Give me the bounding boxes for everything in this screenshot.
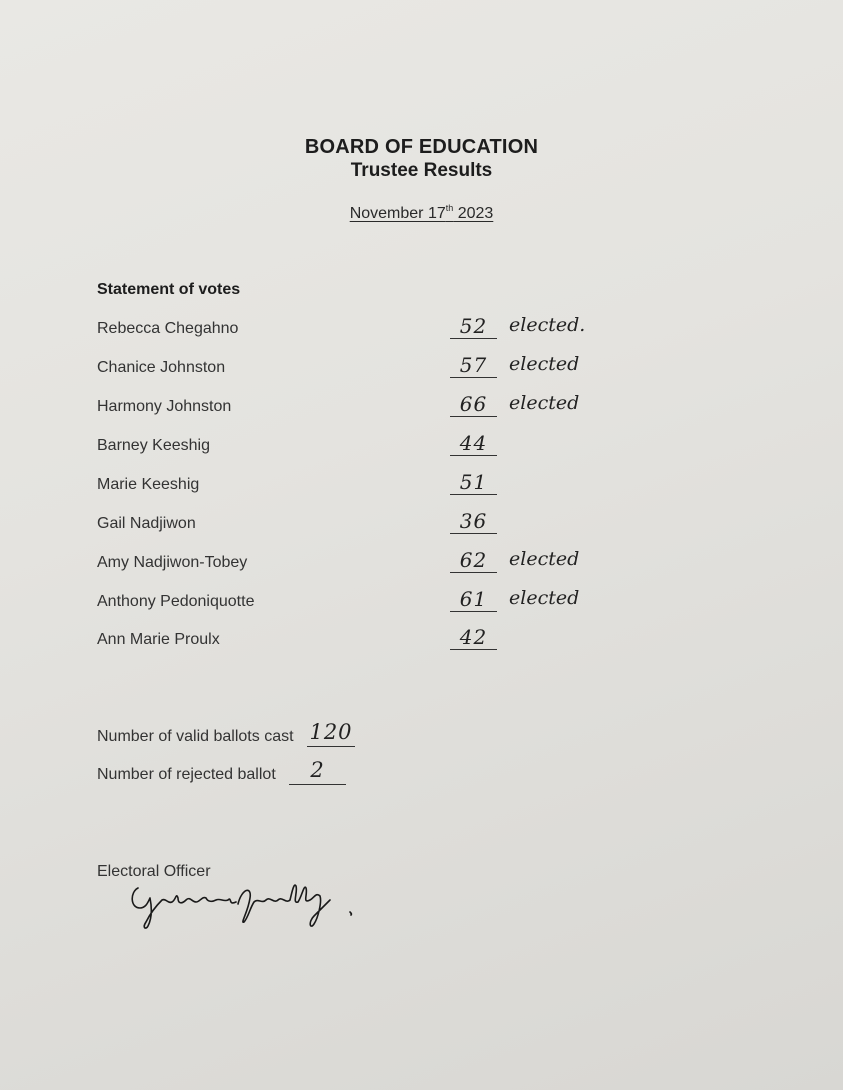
vote-line (450, 338, 497, 339)
candidate-name: Marie Keeshig (97, 476, 200, 493)
electoral-officer-label: Electoral Officer (97, 863, 211, 880)
candidate-row (97, 470, 697, 506)
candidate-name: Rebecca Chegahno (97, 320, 239, 337)
signature-image (128, 878, 368, 938)
candidate-row (97, 314, 697, 350)
document-date (0, 203, 843, 223)
document-title: BOARD OF EDUCATION (304, 136, 539, 158)
candidate-row (97, 548, 697, 584)
candidate-row (97, 353, 697, 389)
vote-line (450, 377, 497, 378)
candidate-row (97, 625, 697, 661)
candidate-name: Harmony Johnston (97, 398, 232, 415)
candidate-name: Chanice Johnston (97, 359, 226, 376)
vote-line (450, 611, 497, 612)
rejected-ballots-value: 2 (310, 758, 325, 782)
candidate-votes: 51 (459, 470, 488, 494)
vote-line (450, 533, 497, 534)
date-ordinal-suffix: th (445, 203, 454, 213)
candidate-name: Gail Nadjiwon (97, 515, 196, 532)
candidate-row (97, 509, 697, 545)
valid-ballots-value: 120 (309, 720, 353, 744)
candidate-votes: 57 (459, 353, 488, 377)
valid-ballots-line (307, 746, 355, 747)
valid-ballots-label: Number of valid ballots cast (97, 728, 294, 745)
candidate-status: elected (509, 353, 580, 375)
vote-line (450, 455, 497, 456)
candidate-votes: 66 (459, 392, 488, 416)
candidate-name: Anthony Pedoniquotte (97, 593, 255, 610)
candidate-status: elected. (509, 314, 586, 336)
date-year: 2023 (453, 205, 494, 222)
candidate-row (97, 431, 697, 467)
candidate-name: Amy Nadjiwon-Tobey (97, 554, 248, 571)
candidate-votes: 42 (459, 625, 488, 649)
section-heading: Statement of votes (97, 281, 241, 298)
candidate-name: Ann Marie Proulx (97, 631, 220, 648)
candidate-status: elected (509, 548, 580, 570)
candidate-votes: 61 (459, 587, 488, 611)
vote-line (450, 572, 497, 573)
date-month-day: November 17 (349, 205, 446, 222)
rejected-ballots-line (289, 784, 346, 785)
vote-line (450, 494, 497, 495)
candidate-row (97, 392, 697, 428)
candidate-votes: 44 (459, 431, 488, 455)
candidate-status: elected (509, 587, 580, 609)
candidate-votes: 52 (459, 314, 488, 338)
vote-line (450, 649, 497, 650)
document-subtitle: Trustee Results (350, 160, 493, 181)
candidate-row (97, 587, 697, 623)
candidate-name: Barney Keeshig (97, 437, 210, 454)
candidate-status: elected (509, 392, 580, 414)
rejected-ballots-label: Number of rejected ballot (97, 766, 276, 783)
vote-line (450, 416, 497, 417)
valid-ballots-row (97, 720, 397, 758)
candidate-votes: 62 (459, 548, 488, 572)
rejected-ballots-row (97, 758, 397, 796)
candidate-votes: 36 (459, 509, 488, 533)
